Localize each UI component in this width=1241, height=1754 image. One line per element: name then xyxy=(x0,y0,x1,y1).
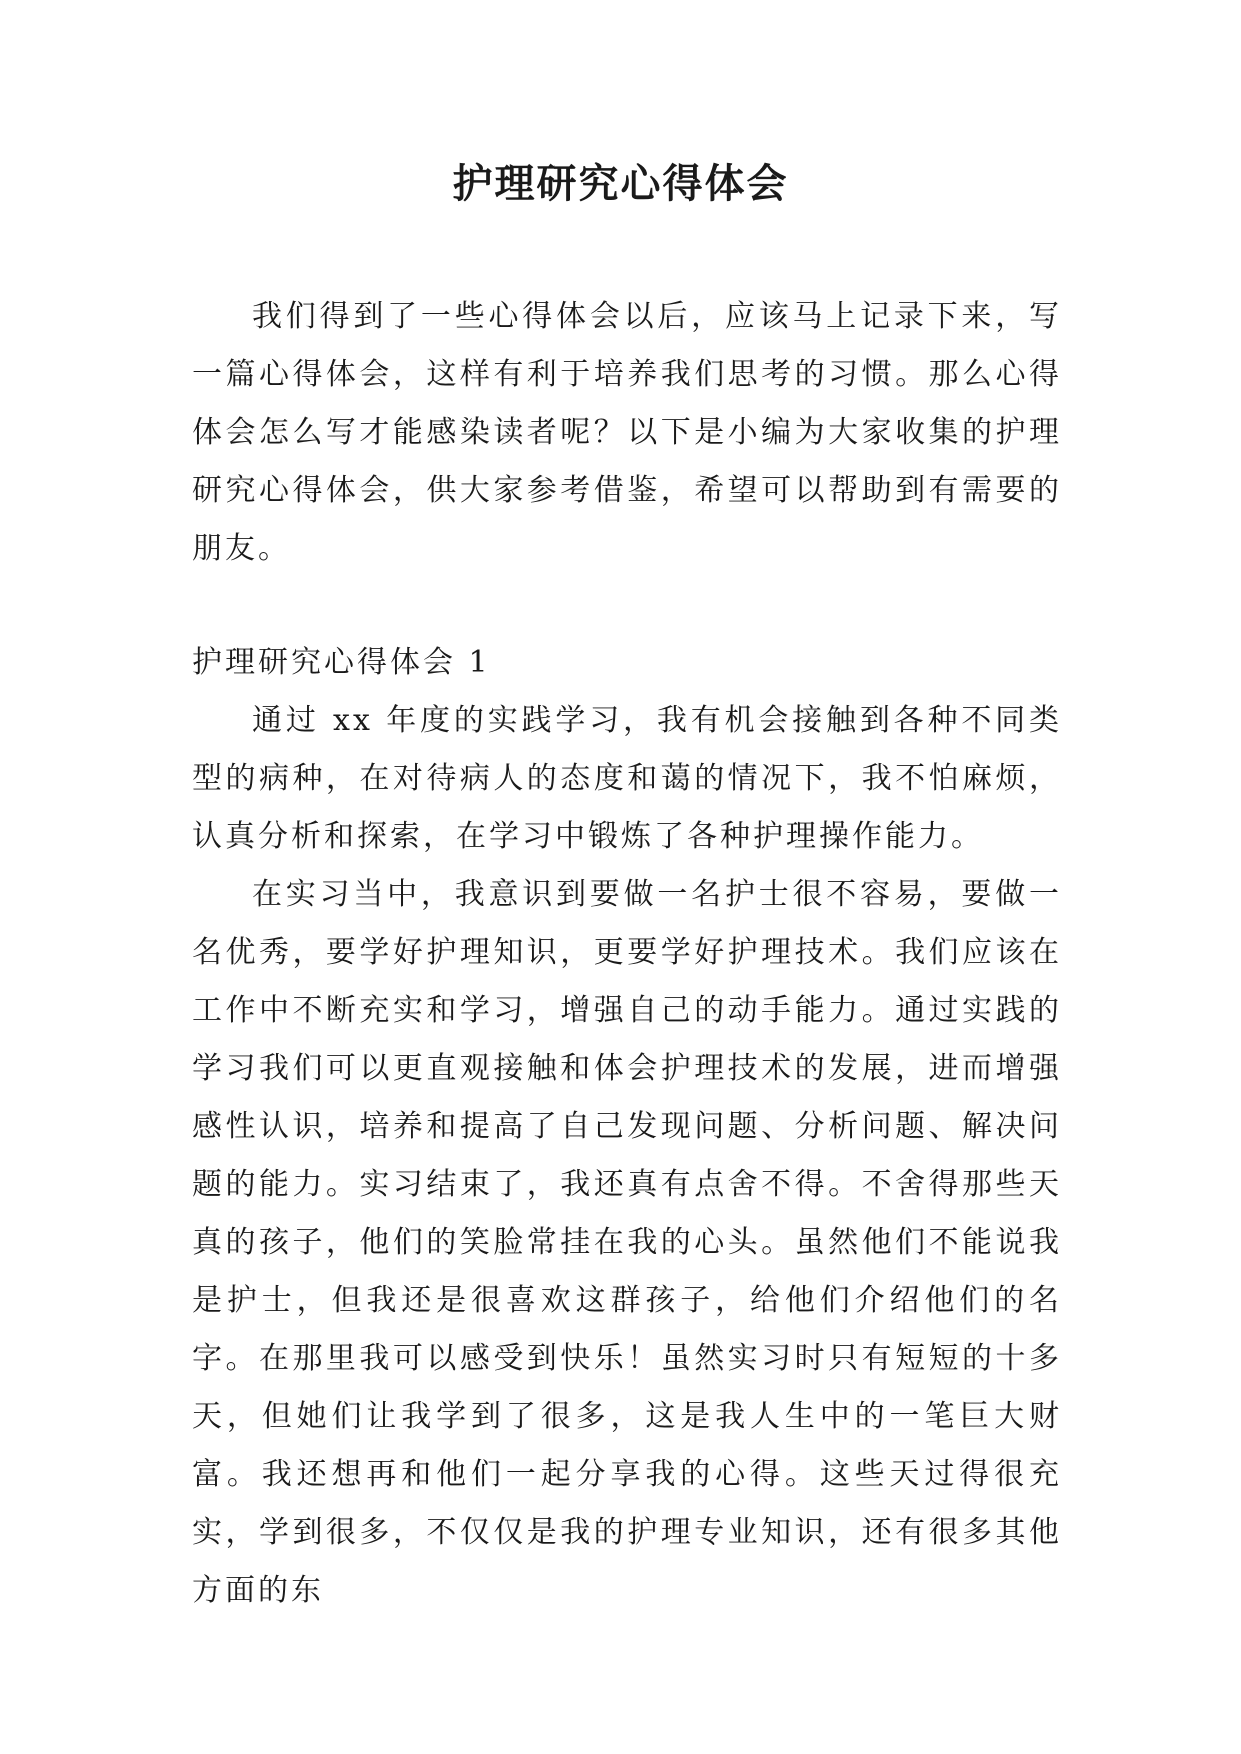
body-paragraph-2: 在实习当中，我意识到要做一名护士很不容易，要做一名优秀，要学好护理知识，更要学好护理技术。我们应该在工作中不断充实和学习，增强自己的动手能力。通过实践的学习我们可以更直观接触和体会护理技术的发展，进而增强感性认识，培养和提高了自己发现问题、分析问题、解决问题的能力。实习结束了，我还真有点舍不得。不舍得那些天真的孩子，他们的笑脸常挂在我的心头。虽然他们不能说我是护士，但我还是很喜欢这群孩子，给他们介绍他们的名字。在那里我可以感受到快乐！虽然实习时只有短短的十多天，但她们让我学到了很多，这是我人生中的一笔巨大财富。我还想再和他们一起分享我的心得。这些天过得很充实，学到很多，不仅仅是我的护理专业知识，还有很多其他方面的东 xyxy=(192,877,1062,1608)
section-heading: 护理研究心得体会 1 xyxy=(192,645,491,680)
document-title: 护理研究心得体会 xyxy=(452,160,789,207)
intro-paragraph: 我们得到了一些心得体会以后，应该马上记录下来，写一篇心得体会，这样有利于培养我们思考的习惯。那么心得体会怎么写才能感染读者呢？以下是小编为大家收集的护理研究心得体会，供大家参考借鉴，希望可以帮助到有需要的朋友。 xyxy=(192,299,1062,566)
body-paragraph-1: 通过 xx 年度的实践学习，我有机会接触到各种不同类型的病种，在对待病人的态度和蔼的情况下，我不怕麻烦，认真分析和探索，在学习中锻炼了各种护理操作能力。 xyxy=(192,703,1062,854)
document-body xyxy=(192,288,1062,1620)
